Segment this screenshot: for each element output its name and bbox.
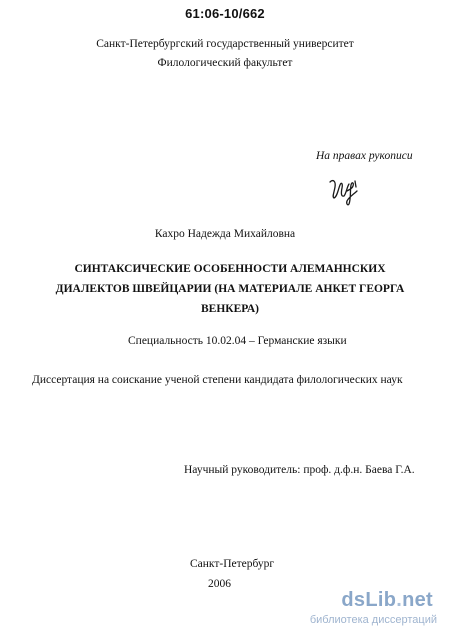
- dissertation-title: СИНТАКСИЧЕСКИЕ ОСОБЕННОСТИ АЛЕМАННСКИХ ДИАЛЕКТОВ ШВЕЙЦАРИИ (НА МАТЕРИАЛЕ АНКЕТ ГЕОРГА ВЕНКЕРА): [55, 263, 405, 315]
- degree-line: Диссертация на соискание ученой степени кандидата филологических наук: [32, 374, 403, 386]
- supervisor-line: Научный руководитель: проф. д.ф.н. Баева Г.А.: [184, 464, 415, 476]
- watermark-brand-main: dsLib: [341, 589, 397, 611]
- watermark-subtitle: библиотека диссертаций: [309, 614, 437, 626]
- watermark-brand-tld: net: [402, 589, 433, 611]
- library-code: 61:06-10/662: [185, 6, 265, 21]
- city: Санкт-Петербург: [190, 558, 275, 570]
- manuscript-rights-note: На правах рукописи: [316, 150, 413, 162]
- specialty-line: Специальность 10.02.04 – Германские языки: [128, 335, 347, 347]
- dslib-watermark: [303, 589, 443, 633]
- watermark-logo: [341, 589, 433, 612]
- university-name: Санкт-Петербургский государственный университет: [96, 38, 354, 50]
- author-name: Кахро Надежда Михайловна: [154, 228, 296, 240]
- watermark-brand-dot: .: [396, 589, 403, 611]
- handwritten-signature: [327, 173, 363, 207]
- year: 2006: [208, 578, 231, 590]
- faculty-name: Филологический факультет: [157, 57, 293, 69]
